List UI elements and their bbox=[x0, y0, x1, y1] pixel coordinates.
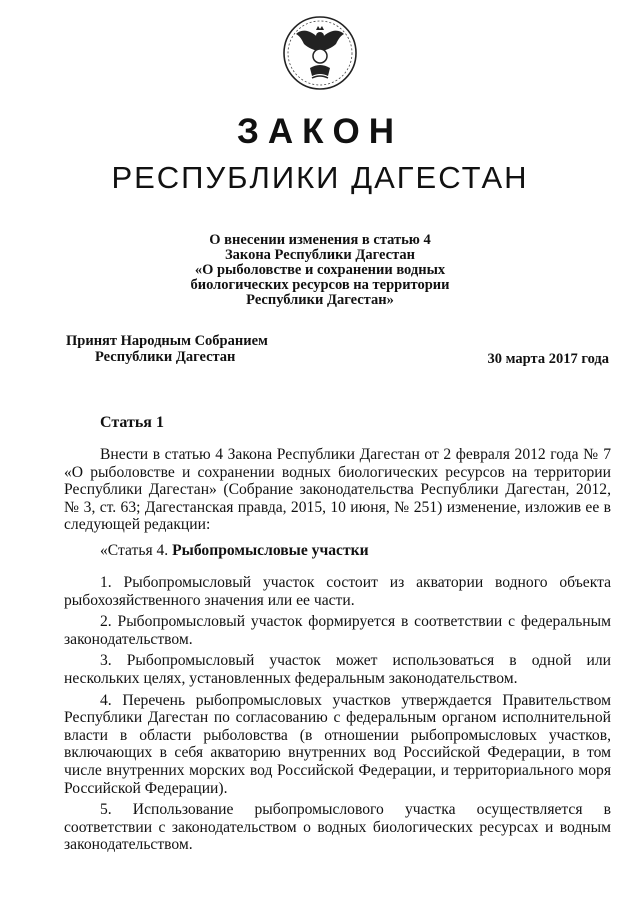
article-item: 4. Перечень рыбопромысловых участков утверждается Правительством Республики Дагестан по согласованию с федеральным органом исполнительной власти в области рыболовства (в отношении рыбопромысловых участков, включающих в себя акваторию внутренних вод Российской Федерации, в том числе внутренних морских вод Российской Федерации, и территориального моря Российской Федерации). bbox=[64, 691, 611, 797]
subject-line: О внесении изменения в статью 4 bbox=[209, 232, 431, 248]
article-item: 1. Рыбопромысловый участок состоит из акватории водного объекта рыбохозяйственного значения или ее части. bbox=[64, 574, 611, 609]
subject-line: Закона Республики Дагестан bbox=[225, 247, 415, 263]
new-article-title: Рыбопромысловые участки bbox=[172, 542, 369, 559]
new-article-heading bbox=[64, 542, 611, 566]
subject-line: биологических ресурсов на территории bbox=[190, 277, 450, 293]
coat-of-arms-icon bbox=[282, 12, 358, 94]
article-heading: Статья 1 bbox=[100, 414, 164, 431]
adoption-line: Принят Народным Собранием bbox=[66, 333, 268, 349]
article-intro bbox=[64, 446, 611, 540]
article-items bbox=[64, 574, 611, 858]
intro-paragraph: Внести в статью 4 Закона Республики Дагестан от 2 февраля 2012 года № 7 «О рыболовстве и сохранении водных биологических ресурсов на территории Республики Дагестан» (Собрание законодательства Республики Дагестан, 2012, № 3, ст. 63; Дагестанская правда, 2015, 10 июня, № 251) изменение, изложив ее в следующей редакции: bbox=[64, 446, 611, 534]
adoption-info bbox=[66, 333, 268, 365]
article-item: 2. Рыбопромысловый участок формируется в соответствии с федеральным законодательством. bbox=[64, 613, 611, 648]
document-title: ЗАКОН bbox=[236, 112, 404, 151]
article-item: 3. Рыбопромысловый участок может использоваться в одной или нескольких целях, установленных федеральным законодательством. bbox=[64, 652, 611, 687]
new-article-prefix: «Статья 4. bbox=[100, 542, 169, 559]
subject-line: Республики Дагестан» bbox=[246, 292, 394, 308]
document-subtitle: РЕСПУБЛИКИ ДАГЕСТАН bbox=[111, 160, 529, 195]
law-subject bbox=[170, 233, 470, 308]
adoption-line: Республики Дагестан bbox=[95, 349, 236, 365]
adoption-date: 30 марта 2017 года bbox=[487, 351, 609, 367]
article-item: 5. Использование рыбопромыслового участка осуществляется в соответствии с законодательством о водных биологических ресурсах и водным законодательством. bbox=[64, 801, 611, 854]
subject-line: «О рыболовстве и сохранении водных bbox=[194, 262, 446, 278]
